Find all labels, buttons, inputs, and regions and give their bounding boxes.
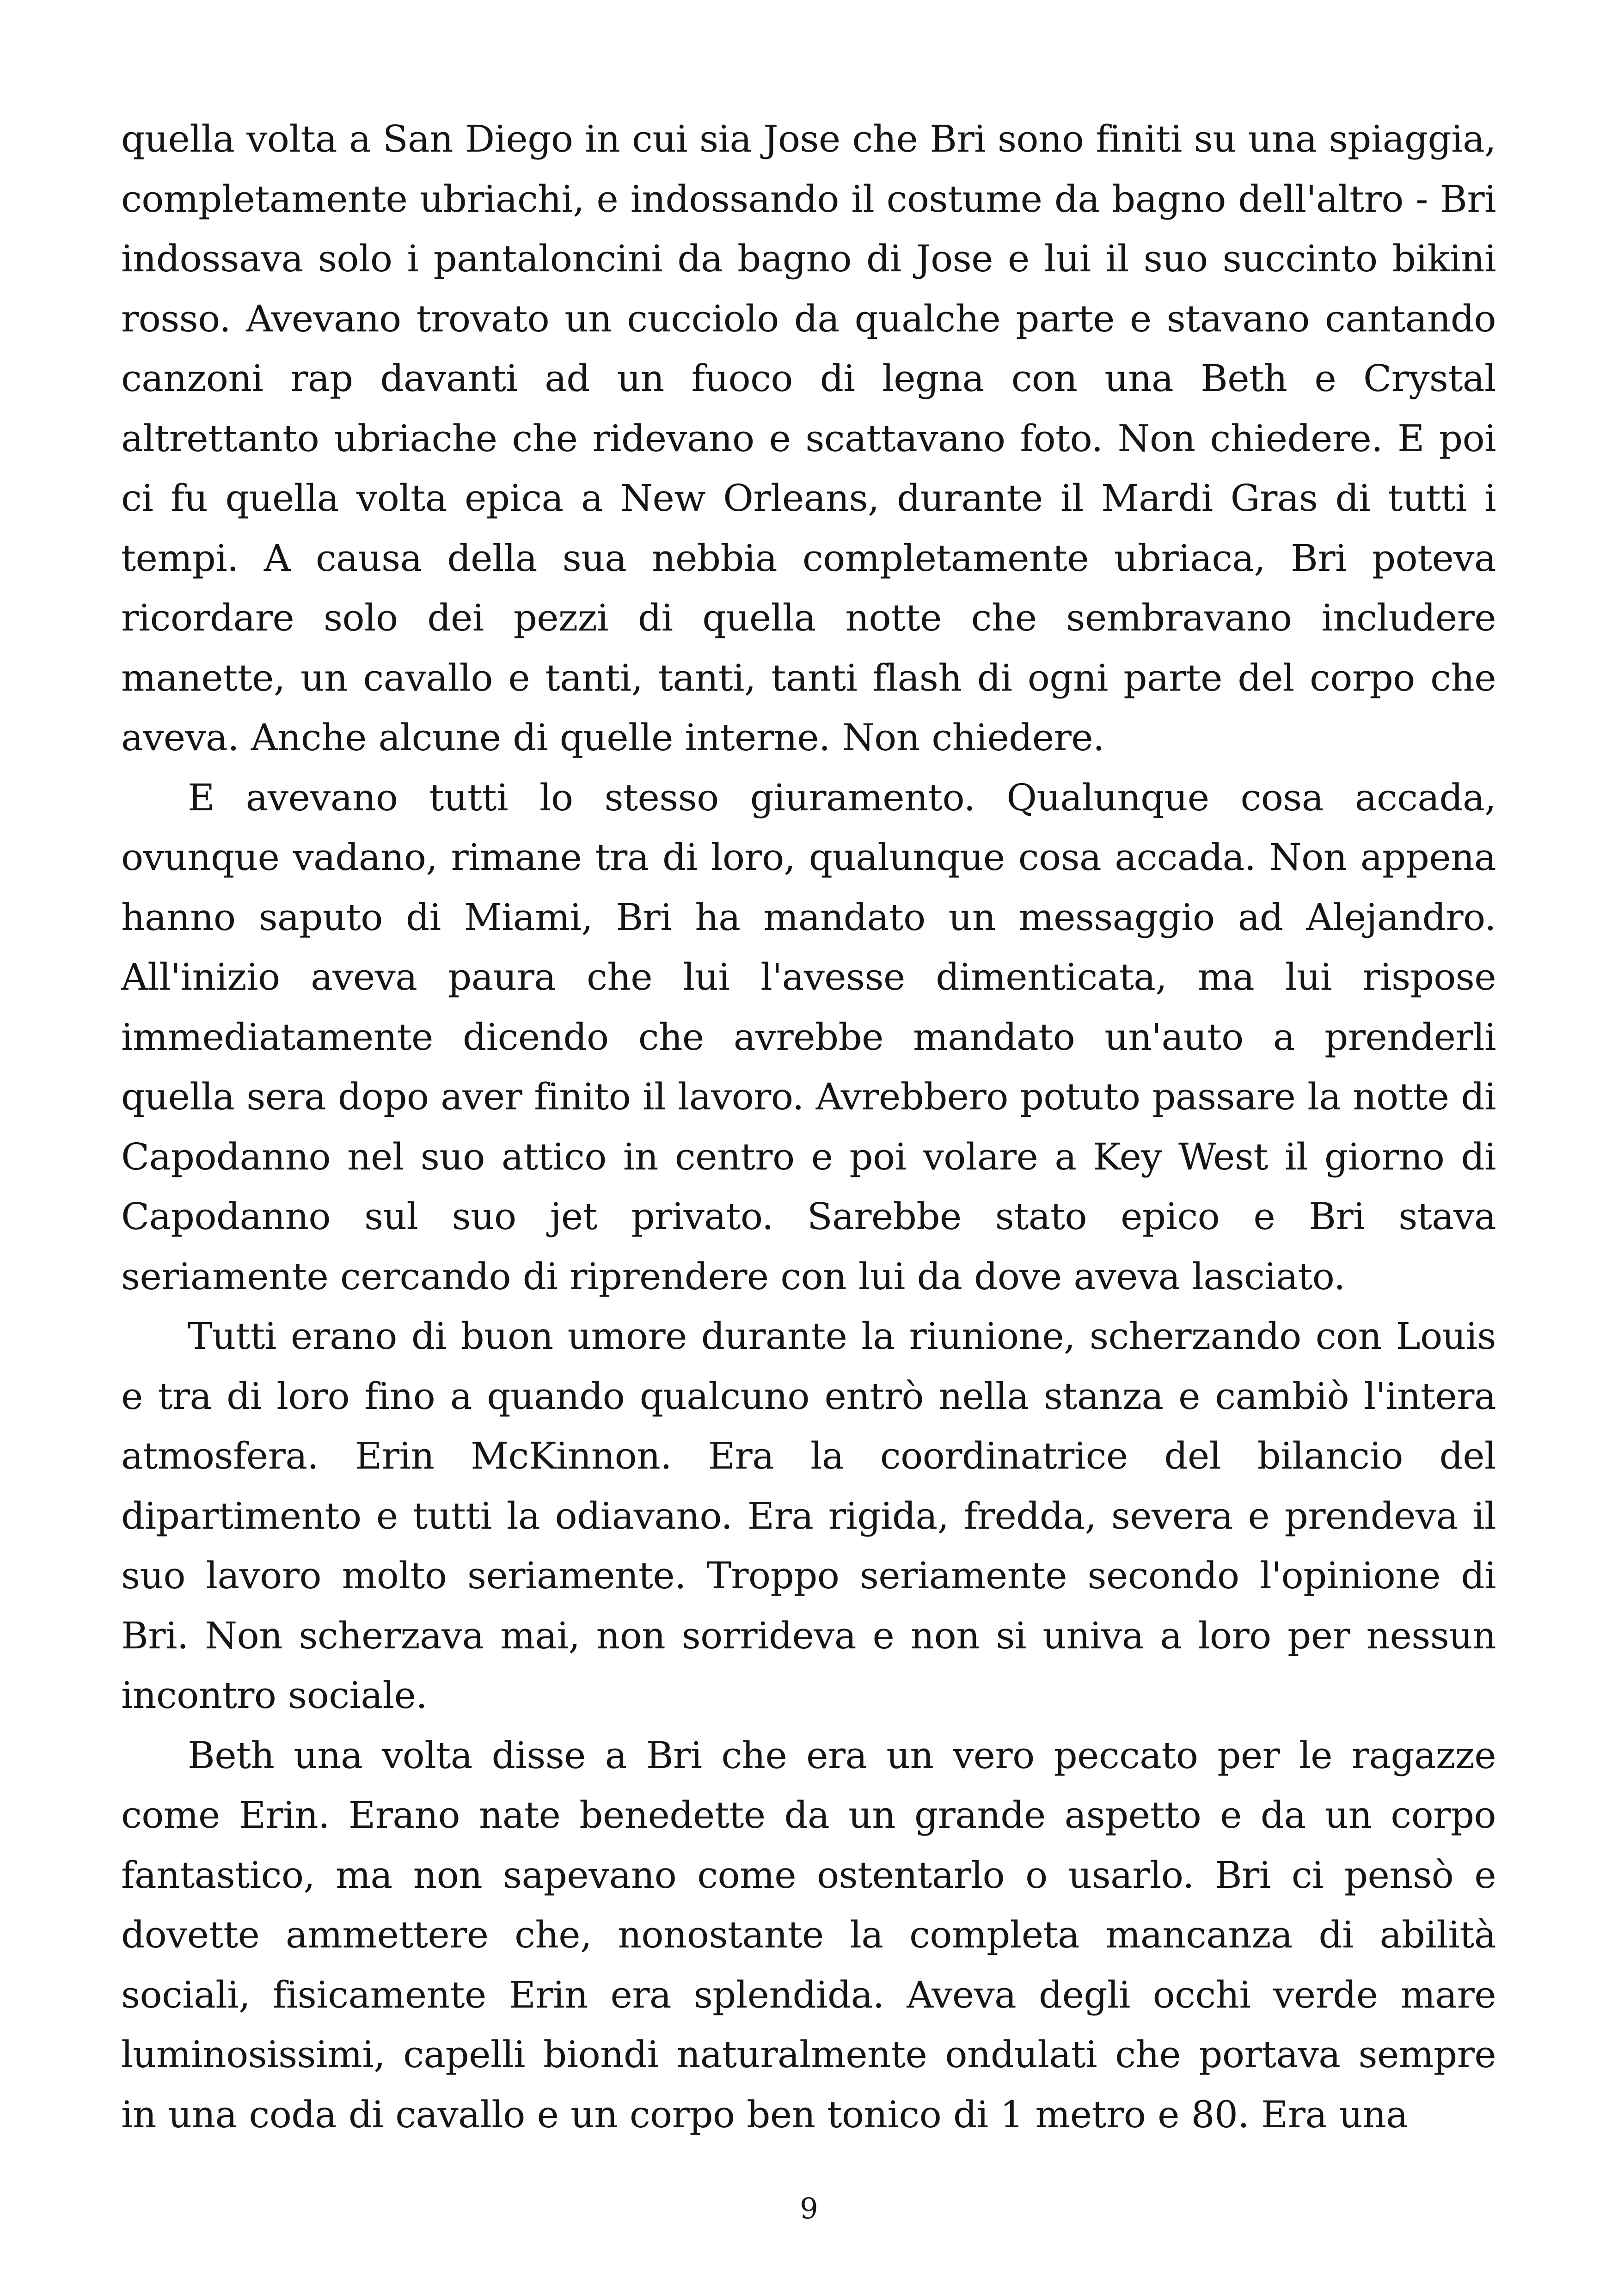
paragraph: Tutti erano di buon umore durante la riunione, scherzando con Louis e tra di loro fino a quando qualcuno entrò nella stanza e cambiò l'intera atmosfera. Erin McKinnon. Era la coordinatrice del bilancio del dipartimento e tutti la odiavano. Era rigida, fredda, severa e prendeva il suo lavoro molto seriamente. Troppo seriamente secondo l'opinione di Bri. Non scherzava mai, non sorrideva e non si univa a loro per nessun incontro sociale. xyxy=(121,1315,1496,1717)
paragraph: Beth una volta disse a Bri che era un vero peccato per le ragazze come Erin. Erano nate benedette da un grande aspetto e da un corpo fantastico, ma non sapevano come ostentarlo o usarlo. Bri ci pensò e dovette ammettere che, nonostante la completa mancanza di abilità sociali, fisicamente Erin era splendida. Aveva degli occhi verde mare luminosissimi, capelli biondi naturalmente ondulati che portava sempre in una coda di cavallo e un corpo ben tonico di 1 metro e 80. Era una xyxy=(121,1733,1496,2136)
paragraph-continued: quella volta a San Diego in cui sia Jose che Bri sono finiti su una spiaggia, completamente ubriachi, e indossando il costume da bagno dell'altro - Bri indossava solo i pantaloncini da bagno di Jose e lui il suo succinto bikini rosso. Avevano trovato un cucciolo da qualche parte e stavano cantando canzoni rap davanti ad un fuoco di legna con una Beth e Crystal altrettanto ubriache che ridevano e scattavano foto. Non chiedere. E poi ci fu quella volta epica a New Orleans, durante il Mardi Gras di tutti i tempi. A causa della sua nebbia completamente ubriaca, Bri poteva ricordare solo dei pezzi di quella notte che sembravano includere manette, un cavallo e tanti, tanti, tanti flash di ogni parte del corpo che aveva. Anche alcune di quelle interne. Non chiedere. xyxy=(121,117,1496,759)
page-number: 9 xyxy=(800,2192,818,2225)
page-body-text xyxy=(121,109,1496,2144)
paragraph: E avevano tutti lo stesso giuramento. Qualunque cosa accada, ovunque vadano, rimane tra di loro, qualunque cosa accada. Non appena hanno saputo di Miami, Bri ha mandato un messaggio ad Alejandro. All'inizio aveva paura che lui l'avesse dimenticata, ma lui rispose immediatamente dicendo che avrebbe mandato un'auto a prenderli quella sera dopo aver finito il lavoro. Avrebbero potuto passare la notte di Capodanno nel suo attico in centro e poi volare a Key West il giorno di Capodanno sul suo jet privato. Sarebbe stato epico e Bri stava seriamente cercando di riprendere con lui da dove aveva lasciato. xyxy=(121,776,1496,1298)
